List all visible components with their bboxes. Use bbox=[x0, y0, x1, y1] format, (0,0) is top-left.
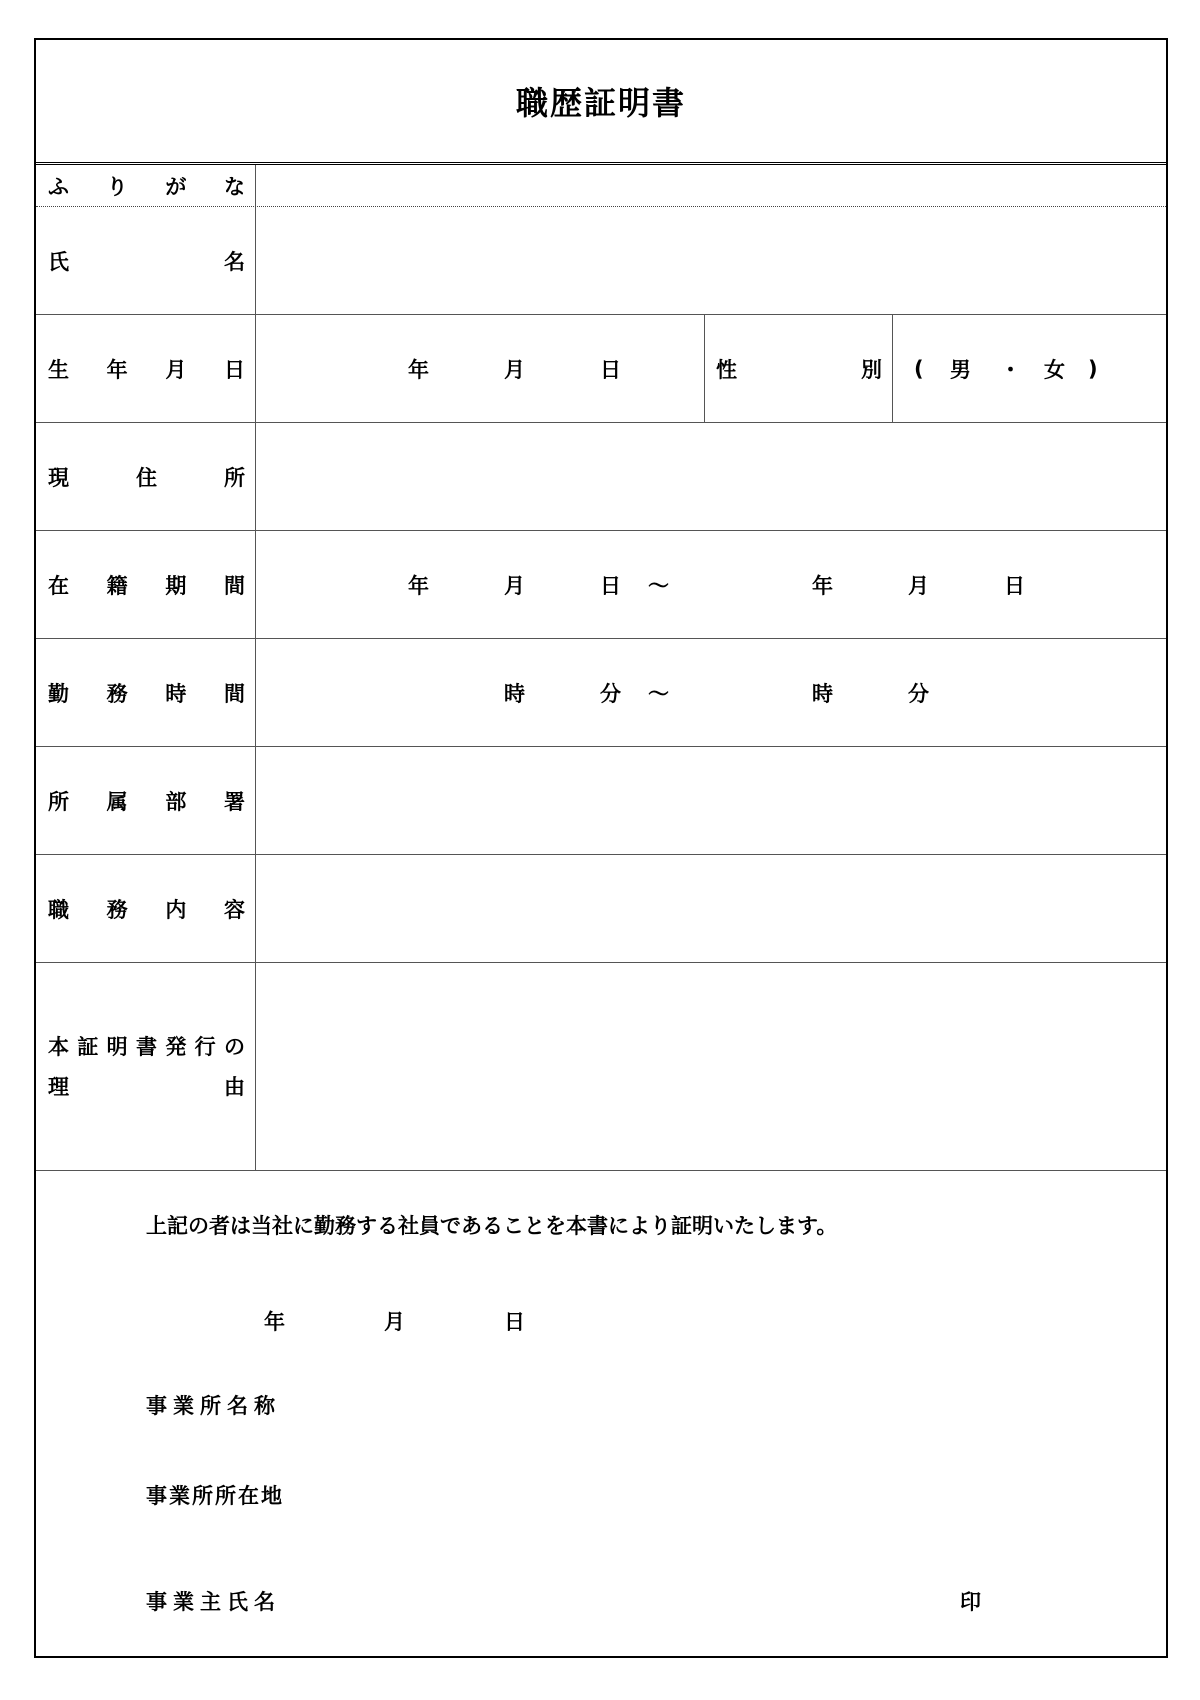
office-name-label: 事業所名称 bbox=[146, 1394, 281, 1418]
label-char: 現 bbox=[48, 465, 69, 490]
label-char: な bbox=[223, 174, 245, 199]
label-char: 内 bbox=[165, 897, 187, 922]
label-char: 務 bbox=[106, 681, 128, 706]
label-char: 所 bbox=[48, 789, 69, 814]
department-row bbox=[36, 747, 1166, 855]
label-char: 明 bbox=[106, 1034, 128, 1059]
hours-field[interactable] bbox=[256, 639, 1166, 746]
address-field[interactable] bbox=[256, 423, 1166, 530]
start-minute-unit: 分 bbox=[600, 681, 621, 706]
office-address-label: 事業所所在地 bbox=[146, 1484, 284, 1508]
duties-field[interactable] bbox=[256, 855, 1166, 962]
birth-month-unit: 月 bbox=[504, 357, 525, 382]
paren-close: ) bbox=[1088, 356, 1098, 381]
gender-field[interactable] bbox=[892, 315, 1166, 422]
cert-year-unit: 年 bbox=[264, 1310, 285, 1334]
period-row bbox=[36, 531, 1166, 639]
label-char: 所 bbox=[224, 465, 245, 490]
name-label bbox=[36, 207, 256, 314]
page-title: 職歴証明書 bbox=[515, 84, 686, 122]
start-day-unit: 日 bbox=[600, 573, 621, 598]
label-char: 日 bbox=[223, 357, 245, 382]
department-field[interactable] bbox=[256, 747, 1166, 854]
label-char: 務 bbox=[106, 897, 128, 922]
birth-year-unit: 年 bbox=[408, 357, 429, 382]
end-day-unit: 日 bbox=[1004, 573, 1025, 598]
title-area bbox=[36, 40, 1166, 165]
furigana-field[interactable] bbox=[256, 165, 1166, 206]
label-char: 氏 bbox=[48, 249, 69, 274]
birth-day-unit: 日 bbox=[600, 357, 621, 382]
birthdate-row bbox=[36, 315, 1166, 423]
label-char: 部 bbox=[165, 789, 187, 814]
label-char: 属 bbox=[106, 789, 128, 814]
paren-open: ( bbox=[914, 356, 924, 381]
period-label bbox=[36, 531, 256, 638]
reason-field[interactable] bbox=[256, 963, 1166, 1170]
name-field[interactable] bbox=[256, 207, 1166, 314]
gender-label bbox=[704, 315, 892, 422]
hours-label bbox=[36, 639, 256, 746]
label-char: り bbox=[106, 174, 128, 199]
cert-month-unit: 月 bbox=[384, 1310, 405, 1334]
reason-row bbox=[36, 963, 1166, 1171]
label-char: 理 bbox=[48, 1074, 69, 1099]
label-char: 別 bbox=[861, 357, 882, 382]
label-char: 籍 bbox=[106, 573, 128, 598]
label-char: 由 bbox=[224, 1074, 245, 1099]
label-char: 年 bbox=[106, 357, 128, 382]
duties-label bbox=[36, 855, 256, 962]
department-label bbox=[36, 747, 256, 854]
seal-mark: 印 bbox=[960, 1590, 981, 1614]
certificate-form bbox=[34, 38, 1168, 1658]
label-char: 在 bbox=[48, 573, 69, 598]
label-char: 時 bbox=[165, 681, 187, 706]
reason-label-line bbox=[48, 1067, 245, 1107]
label-char: が bbox=[165, 174, 187, 199]
furigana-row bbox=[36, 165, 1166, 207]
label-char: 期 bbox=[165, 573, 187, 598]
end-month-unit: 月 bbox=[908, 573, 929, 598]
cert-day-unit: 日 bbox=[504, 1310, 525, 1334]
label-char: 本 bbox=[48, 1034, 69, 1059]
label-char: 行 bbox=[194, 1034, 216, 1059]
duties-row bbox=[36, 855, 1166, 963]
male-option[interactable]: 男 bbox=[950, 357, 971, 382]
label-char: の bbox=[223, 1034, 245, 1059]
range-tilde: ～ bbox=[648, 573, 669, 598]
period-field[interactable] bbox=[256, 531, 1166, 638]
birthdate-label bbox=[36, 315, 256, 422]
label-char: 月 bbox=[165, 357, 187, 382]
end-hour-unit: 時 bbox=[812, 681, 833, 706]
start-hour-unit: 時 bbox=[504, 681, 525, 706]
label-char: 生 bbox=[48, 357, 69, 382]
birthdate-field[interactable] bbox=[256, 315, 704, 422]
name-row bbox=[36, 207, 1166, 315]
label-char: 書 bbox=[135, 1034, 157, 1059]
address-label bbox=[36, 423, 256, 530]
label-char: 容 bbox=[223, 897, 245, 922]
owner-name-label: 事業主氏名 bbox=[146, 1590, 281, 1614]
label-char: 間 bbox=[223, 573, 245, 598]
label-char: 性 bbox=[716, 357, 737, 382]
end-minute-unit: 分 bbox=[908, 681, 929, 706]
reason-label-line bbox=[48, 1027, 245, 1067]
label-char: 住 bbox=[136, 465, 157, 490]
label-char: 署 bbox=[223, 789, 245, 814]
range-tilde: ～ bbox=[648, 681, 669, 706]
reason-label bbox=[36, 963, 256, 1170]
label-char: ふ bbox=[48, 174, 69, 199]
start-month-unit: 月 bbox=[504, 573, 525, 598]
address-row bbox=[36, 423, 1166, 531]
certification-statement: 上記の者は当社に勤務する社員であることを本書により証明いたします。 bbox=[146, 1214, 838, 1238]
end-year-unit: 年 bbox=[812, 573, 833, 598]
female-option[interactable]: 女 bbox=[1044, 357, 1065, 382]
furigana-label bbox=[36, 165, 256, 206]
label-char: 職 bbox=[48, 897, 69, 922]
label-char: 名 bbox=[224, 249, 245, 274]
start-year-unit: 年 bbox=[408, 573, 429, 598]
label-char: 発 bbox=[165, 1034, 187, 1059]
label-char: 勤 bbox=[48, 681, 69, 706]
separator-dot: ・ bbox=[1000, 357, 1021, 382]
hours-row bbox=[36, 639, 1166, 747]
label-char: 間 bbox=[223, 681, 245, 706]
label-char: 証 bbox=[77, 1034, 99, 1059]
